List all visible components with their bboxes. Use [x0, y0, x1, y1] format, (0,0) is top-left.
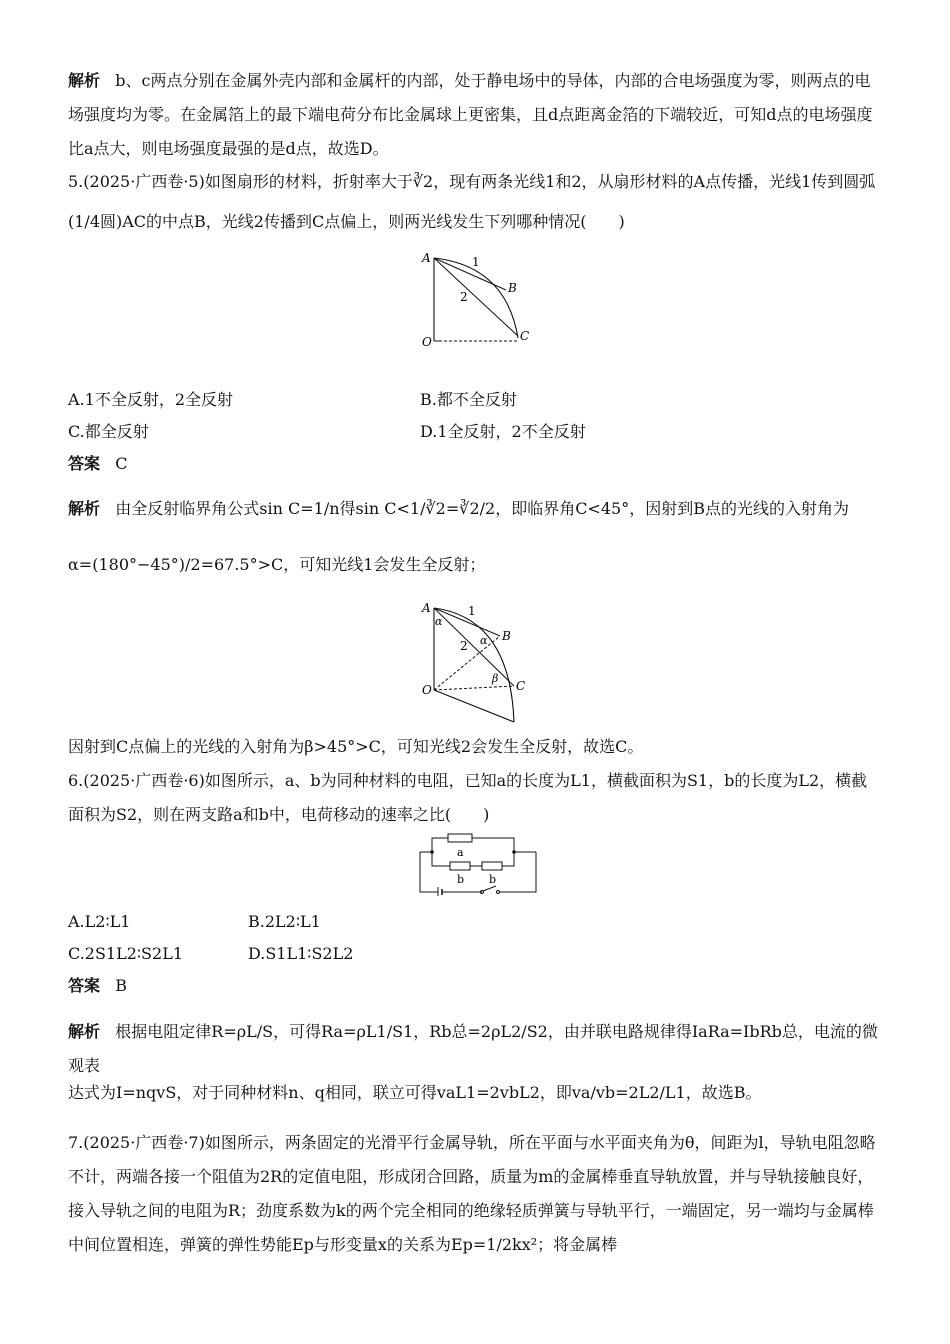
- q6-analysis-text-2: 达式为I=nqvS，对于同种材料n、q相同，联立可得vaL1=2vbL2，即va/vb=2L2/L1，故选B。: [68, 1083, 762, 1102]
- q5-figure-1: [410, 248, 545, 358]
- q5-option-a: A.1不全反射，2全反射: [68, 390, 234, 409]
- circuit-label-a: a: [457, 846, 464, 859]
- q6-analysis-label: 解析: [68, 1022, 101, 1041]
- fig1-label-b: B: [508, 281, 517, 295]
- q6-option-b: B.2L2∶L1: [248, 912, 321, 931]
- q5-analysis-label: 解析: [68, 499, 101, 518]
- fig2-label-ray1: 1: [468, 604, 476, 618]
- fig2-label-alpha-2: α: [480, 634, 488, 647]
- q6-analysis-text-1: 根据电阻定律R=ρL/S，可得Ra=ρL1/S1，Rb总=2ρL2/S2，由并联电路规律得IaRa=IbRb总，电流的微观表: [68, 1022, 878, 1075]
- q6-option-d: D.S1L1∶S2L2: [248, 944, 354, 963]
- fig2-label-c: C: [516, 679, 526, 693]
- fig1-label-c: C: [520, 329, 530, 343]
- q5-figure-2: [410, 598, 545, 728]
- fig2-label-b: B: [502, 629, 511, 643]
- q5-answer-value: C: [115, 454, 128, 473]
- fig1-label-o: O: [422, 335, 432, 349]
- fig1-label-a: A: [422, 251, 431, 265]
- q5-answer-label: 答案: [68, 454, 101, 473]
- circuit-label-b2: b: [489, 873, 497, 886]
- q4-analysis: [68, 64, 883, 166]
- q5-answer: [68, 449, 128, 479]
- q4-analysis-label: 解析: [68, 71, 101, 90]
- q5-option-b: B.都不全反射: [420, 390, 517, 409]
- q6-answer-label: 答案: [68, 976, 101, 995]
- q5-option-d: D.1全反射，2不全反射: [420, 422, 586, 441]
- fig2-label-o: O: [422, 683, 432, 697]
- fig2-label-ray2: 2: [460, 639, 468, 653]
- q5-stem: 5.(2025·广西卷·5)如图扇形的材料，折射率大于∛2，现有两条光线1和2，从扇形材料的A点传播，光线1传到圆弧(1/4圆)AC的中点B，光线2传播到C点偏上，则两光线发生下列哪种情况( ): [68, 172, 876, 231]
- q5-option-c: C.都全反射: [68, 422, 149, 441]
- fig1-label-ray2: 2: [460, 290, 468, 304]
- q7-stem: 7.(2025·广西卷·7)如图所示，两条固定的光滑平行金属导轨，所在平面与水平面夹角为θ，间距为l，导轨电阻忽略不计，两端各接一个阻值为2R的定值电阻，形成闭合回路，质量为m的金属棒垂直导轨放置，并与导轨接触良好，接入导轨之间的电阻为R；劲度系数为k的两个完全相同的绝缘轻质弹簧与导轨平行，一端固定，另一端均与金属棒中间位置相连，弹簧的弹性势能Ep与形变量x的关系为Ep=1/2kx²；将金属棒: [68, 1133, 876, 1254]
- q5-analysis-text-1: 由全反射临界角公式sin C=1/n得sin C<1/∛2=∛2/2，即临界角C<45°，因射到B点的光线的入射角为: [115, 499, 849, 518]
- fig2-label-alpha-1: α: [435, 615, 443, 628]
- q6-analysis-line1: [68, 1015, 883, 1083]
- q4-analysis-text: b、c两点分别在金属外壳内部和金属杆的内部，处于静电场中的导体，内部的合电场强度为零，则两点的电场强度均为零。在金属箔上的最下端电荷分布比金属球上更密集，且d点距离金箔的下端较近，可知d点的电场强度比a点大，则电场强度最强的是d点，故选D。: [68, 71, 873, 158]
- q6-option-a: A.L2∶L1: [68, 912, 131, 931]
- q6-answer-value: B: [115, 976, 128, 995]
- q6-circuit-diagram: [418, 830, 538, 896]
- fig1-label-ray1: 1: [472, 255, 480, 269]
- q6-stem: 6.(2025·广西卷·6)如图所示，a、b为同种材料的电阻，已知a的长度为L1，横截面积为S1，b的长度为L2，横截面积为S2，则在两支路a和b中，电荷移动的速率之比( ): [68, 771, 868, 824]
- q6-answer: [68, 971, 127, 1001]
- circuit-label-b1: b: [457, 873, 465, 886]
- fig2-label-beta: β: [492, 672, 499, 685]
- q5-analysis-text-2: α=(180°−45°)/2=67.5°>C，可知光线1会发生全反射；: [68, 555, 486, 574]
- q6-option-c: C.2S1L2∶S2L1: [68, 944, 183, 963]
- q5-analysis-text-3: 因射到C点偏上的光线的入射角为β>45°>C，可知光线2会发生全反射，故选C。: [68, 737, 644, 756]
- fig2-label-a: A: [422, 601, 431, 615]
- q5-analysis-line1: [68, 492, 883, 526]
